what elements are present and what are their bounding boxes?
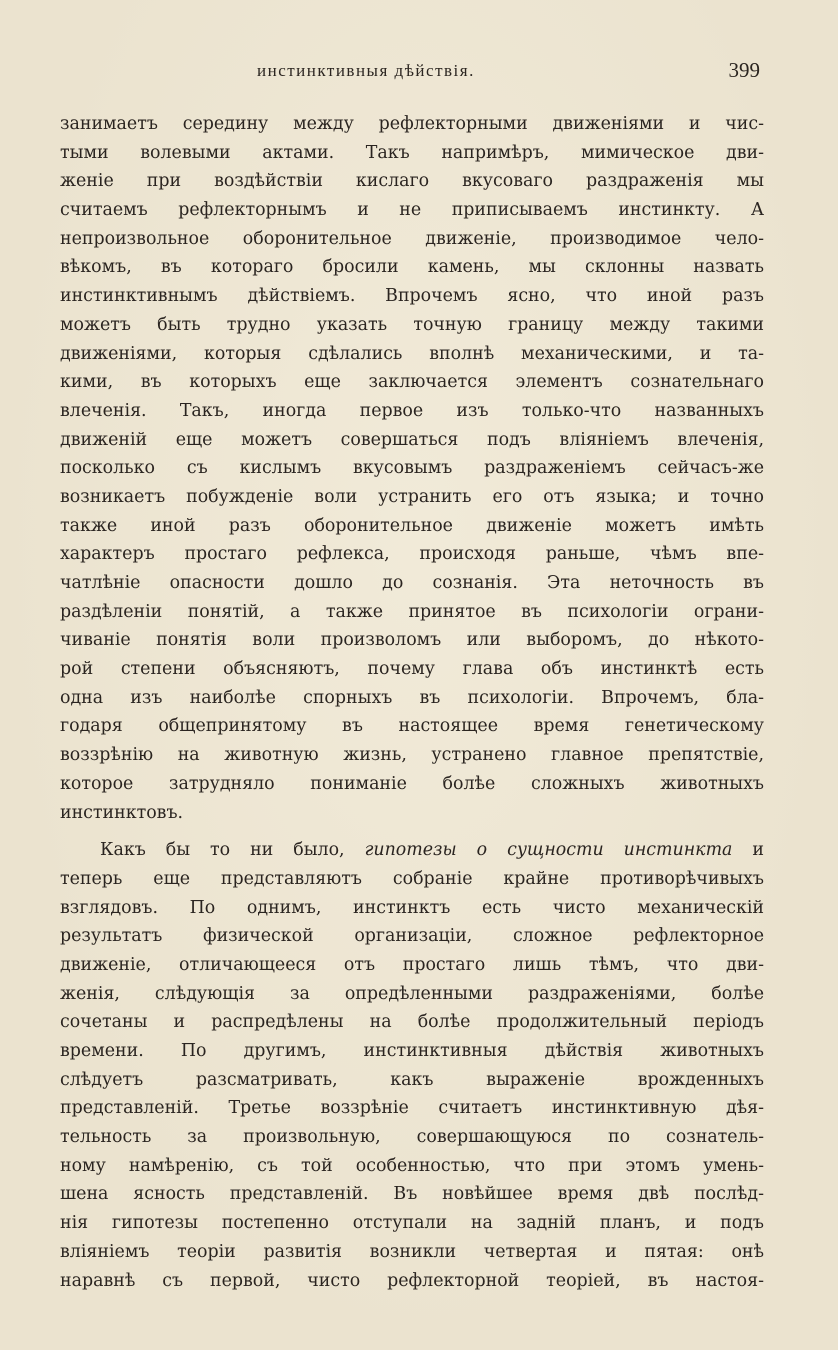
text-line: инстинктивнымъ дѣйствіемъ. Впрочемъ ясно, что иной разъ: [60, 286, 764, 307]
text-line: одна изъ наиболѣе спорныхъ въ психологіи. Впрочемъ, бла-: [60, 687, 764, 708]
text-fragment: Какъ бы то ни было,: [100, 840, 345, 861]
text-line: годаря общепринятому въ настоящее время генетическому: [60, 716, 764, 737]
text-line: рой степени объясняютъ, почему глава объ инстинктѣ есть: [60, 659, 764, 680]
paragraph-1: [60, 110, 764, 827]
text-line: также иной разъ оборонительное движеніе можетъ имѣть: [60, 515, 764, 536]
text-line: женія, слѣдующія за опредѣленными раздраженіями, болѣе: [60, 983, 764, 1004]
text-line: движеніями, которыя сдѣлались вполнѣ механическими, и та-: [60, 343, 764, 364]
text-line: взглядовъ. По однимъ, инстинктъ есть чисто механическій: [60, 897, 764, 918]
text-line: женіе при воздѣйствіи кислаго вкусоваго раздраженія мы: [60, 171, 764, 192]
text-line: наравнѣ съ первой, чисто рефлекторной теоріей, въ настоя-: [60, 1270, 764, 1291]
text-line: тыми волевыми актами. Такъ напримѣръ, мимическое дви-: [60, 142, 764, 163]
text-line: [60, 836, 764, 865]
text-line: чиваніе понятія воли произволомъ или выборомъ, до нѣкото-: [60, 630, 764, 651]
text-line: характеръ простаго рефлекса, происходя раньше, чѣмъ впе-: [60, 544, 764, 565]
text-line: возникаетъ побужденіе воли устранить его отъ языка; и точно: [60, 486, 764, 507]
text-line: инстинктовъ.: [60, 802, 184, 823]
text-line: времени. По другимъ, инстинктивныя дѣйствія животныхъ: [60, 1041, 764, 1061]
text-line: воззрѣнію на животную жизнь, устранено главное препятствіе,: [60, 745, 764, 766]
italic-phrase: гипотезы о сущности инстинкта: [364, 840, 733, 861]
text-line: теперь еще представляютъ собраніе крайне противорѣчивыхъ: [60, 868, 764, 889]
text-line: можетъ быть трудно указать точную границу между такими: [60, 314, 764, 335]
running-head: инстинктивныя дѣйствія.: [257, 61, 475, 80]
text-line: результатъ физической организаціи, сложное рефлекторное: [60, 926, 764, 947]
page-number: 399: [728, 58, 760, 82]
text-line: вѣкомъ, въ котораго бросили камень, мы склонны назвать: [60, 257, 764, 278]
text-line: представленій. Третье воззрѣніе считаетъ инстинктивную дѣя-: [60, 1098, 764, 1119]
text-line: влеченія. Такъ, иногда первое изъ только-что названныхъ: [60, 400, 764, 421]
text-line: движеній еще можетъ совершаться подъ вліяніемъ влеченія,: [60, 429, 764, 450]
text-line: посколько съ кислымъ вкусовымъ раздраженіемъ сейчасъ-же: [60, 458, 764, 479]
text-line: непроизвольное оборонительное движеніе, производимое чело-: [60, 228, 764, 249]
text-line: раздѣленіи понятій, а также принятое въ психологіи ограни-: [60, 601, 764, 622]
body-text: [60, 110, 764, 1295]
text-line: тельность за произвольную, совершающуюся по сознатель-: [60, 1127, 764, 1148]
text-line: считаемъ рефлекторнымъ и не приписываемъ инстинкту. А: [60, 200, 764, 221]
page-header: [60, 58, 764, 88]
text-line: ному намѣренію, съ той особенностью, что при этомъ умень-: [60, 1155, 764, 1176]
text-line: нія гипотезы постепенно отступали на заднiй планъ, и подъ: [60, 1213, 764, 1234]
text-line: движеніе, отличающееся отъ простаго лишь тѣмъ, что дви-: [60, 954, 764, 975]
paragraph-gap: [60, 827, 764, 836]
text-line: чатлѣніе опасности дошло до сознанія. Эта неточность въ: [60, 573, 764, 593]
text-line: кими, въ которыхъ еще заключается элементъ сознательнаго: [60, 372, 764, 393]
text-line: вліяніемъ теоріи развитія возникли четвертая и пятая: онѣ: [60, 1241, 764, 1262]
text-line: занимаетъ середину между рефлекторными движеніями и чис-: [60, 114, 764, 134]
text-line: слѣдуетъ разсматривать, какъ выраженіе врожденныхъ: [60, 1069, 764, 1090]
text-fragment: и: [752, 840, 764, 861]
text-line: шена ясность представленій. Въ новѣйшее время двѣ послѣд-: [60, 1184, 764, 1205]
text-line: которое затрудняло пониманіе болѣе сложныхъ животныхъ: [60, 773, 764, 794]
paragraph-2: [60, 836, 764, 1295]
text-line: сочетаны и распредѣлены на болѣе продолжительный періодъ: [60, 1012, 764, 1033]
